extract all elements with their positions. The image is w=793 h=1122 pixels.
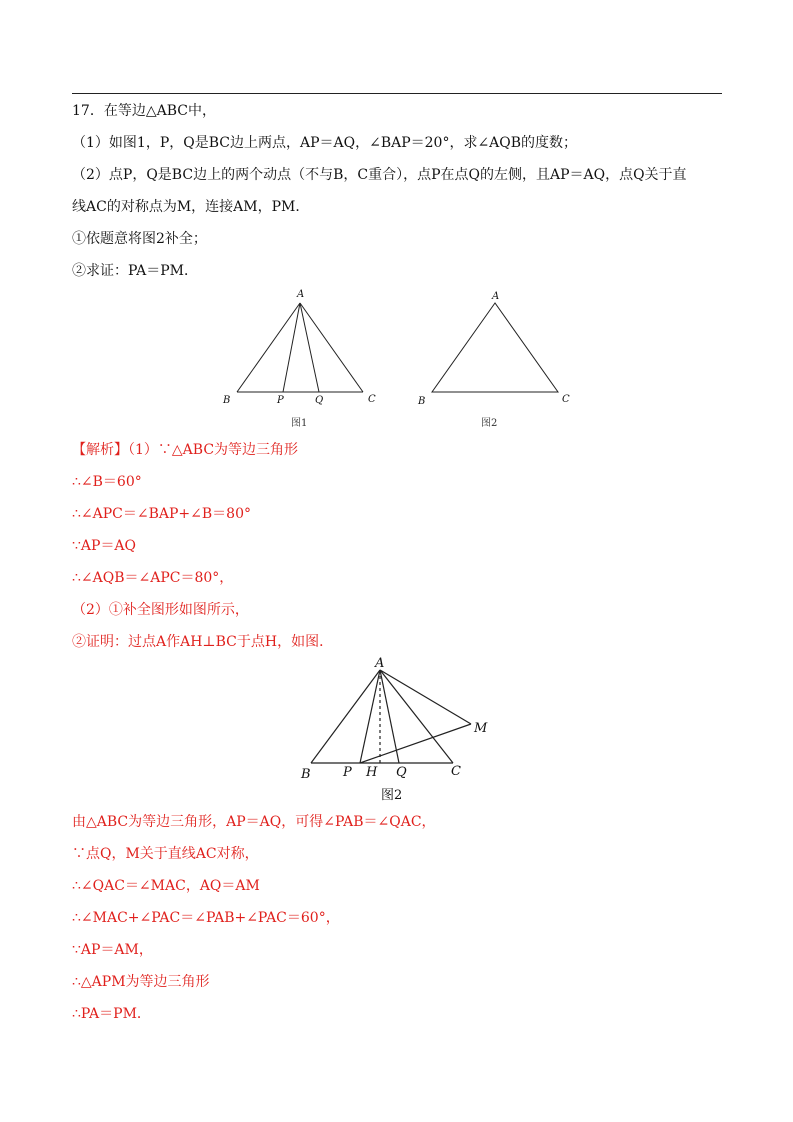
problem-step1: ①依题意将图2补全； <box>72 231 207 247</box>
fig3-label-h: H <box>366 765 378 780</box>
fig3-label-q: Q <box>396 765 407 780</box>
fig1-edge-ab <box>237 303 300 392</box>
solution-line-1 <box>72 441 298 459</box>
fig1-segment-ap <box>283 303 300 392</box>
figure-2 <box>410 285 585 435</box>
solution-s9: ∵点Q，M关于直线AC对称， <box>72 846 259 862</box>
fig3-segment-am <box>380 670 471 724</box>
fig1-label-a: A <box>297 289 305 300</box>
fig3-label-b: B <box>301 767 311 782</box>
fig1-label-b: B <box>223 395 231 406</box>
fig3-label-m: M <box>474 721 488 736</box>
fig1-caption: 图1 <box>291 418 308 429</box>
fig1-label-p: P <box>277 395 284 406</box>
fig2-label-a: A <box>492 291 500 302</box>
solution-s14: ∴PA＝PM． <box>72 1006 151 1022</box>
fig2-caption: 图2 <box>481 418 498 429</box>
fig3-edge-ac <box>380 670 453 763</box>
problem-step2: ②求证：PA＝PM． <box>72 263 198 279</box>
solution-s11: ∴∠MAC+∠PAC＝∠PAB+∠PAC＝60°， <box>72 910 340 926</box>
fig2-triangle <box>432 303 558 392</box>
figure-1 <box>215 285 385 435</box>
solution-s13: ∴△APM为等边三角形 <box>72 974 210 990</box>
fig3-label-p: P <box>343 765 352 780</box>
problem-part1: （1）如图1，P，Q是BC边上两点，AP＝AQ，∠BAP＝20°，求∠AQB的度数； <box>72 135 578 151</box>
solution-s2: ∴∠B＝60° <box>72 474 142 490</box>
problem-part2-line2: 线AC的对称点为M，连接AM，PM． <box>72 199 310 215</box>
solution-s6: （2）①补全图形如图所示， <box>72 602 249 618</box>
header-rule <box>72 93 722 94</box>
solution-s4: ∵AP＝AQ <box>72 538 137 554</box>
fig3-caption: 图2 <box>381 788 403 803</box>
solution-heading: 【解析】 <box>72 442 128 458</box>
solution-s12: ∵AP＝AM， <box>72 942 153 958</box>
fig2-label-b: B <box>418 396 426 407</box>
solution-s8: 由△ABC为等边三角形，AP＝AQ，可得∠PAB＝∠QAC， <box>72 814 436 830</box>
problem-part2-line1: （2）点P，Q是BC边上的两个动点（不与B，C重合），点P在点Q的左侧，且AP＝AQ，点Q关于直 <box>72 167 687 183</box>
fig1-label-c: C <box>368 394 376 405</box>
problem-title: 17．在等边△ABC中， <box>72 103 216 119</box>
figure-3 <box>295 652 505 807</box>
solution-s7: ②证明：过点A作AH⊥BC于点H，如图． <box>72 634 334 650</box>
fig3-segment-aq <box>380 670 399 763</box>
solution-s3: ∴∠APC＝∠BAP+∠B＝80° <box>72 506 251 522</box>
fig2-label-c: C <box>562 394 570 405</box>
fig1-label-q: Q <box>315 395 324 406</box>
solution-s10: ∴∠QAC＝∠MAC，AQ＝AM <box>72 878 260 894</box>
fig3-label-a: A <box>375 656 385 671</box>
fig3-segment-pm <box>360 724 471 763</box>
fig3-label-c: C <box>451 764 461 779</box>
solution-s1: （1）∵△ABC为等边三角形 <box>128 442 299 458</box>
solution-s5: ∴∠AQB＝∠APC＝80°， <box>72 570 234 586</box>
